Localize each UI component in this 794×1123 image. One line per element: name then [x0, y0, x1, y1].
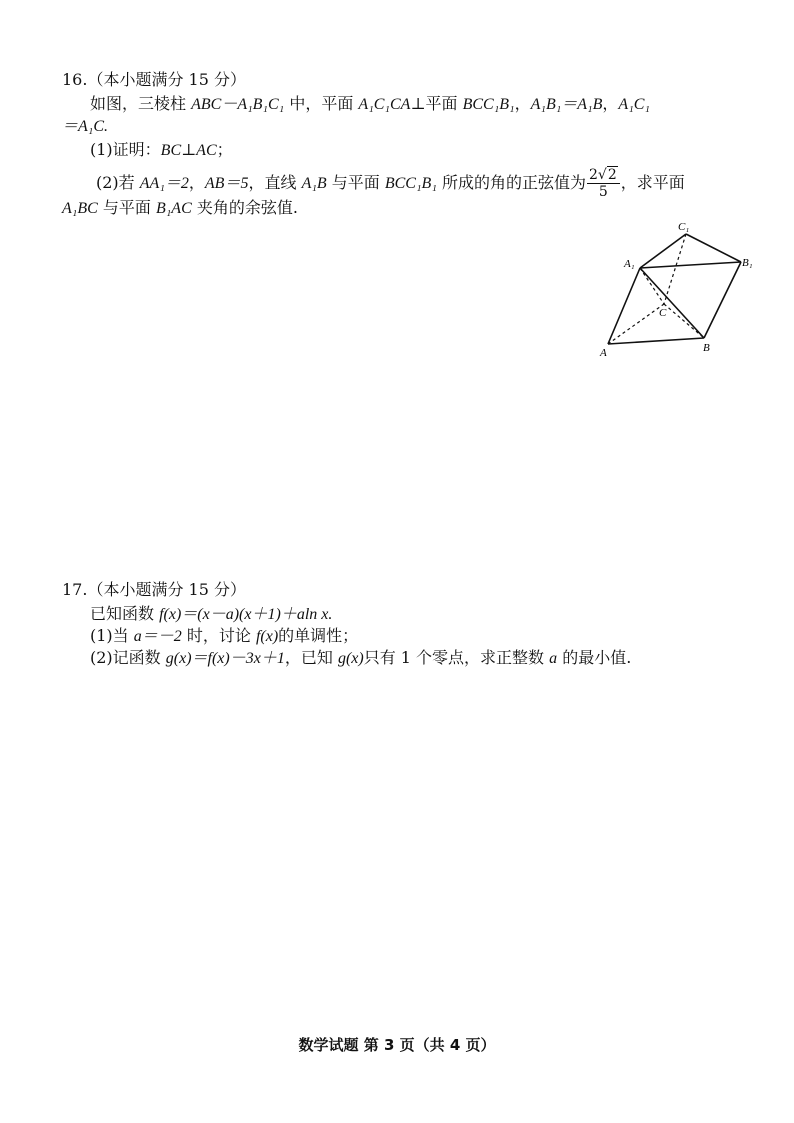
- q16-part2-line2: A₁BC 与平面 B₁AC 夹角的余弦值.: [62, 198, 298, 217]
- prism-diagram: [596, 220, 766, 360]
- label-c: C: [659, 307, 667, 319]
- q17-part2: (2)记函数 g(x)＝f(x)－3x＋1，已知 g(x)只有 1 个零点，求正整数 a 的最小值.: [90, 648, 632, 667]
- edge-c1b1: [686, 234, 741, 262]
- q16-part1: (1)证明：BC⊥AC；: [90, 140, 233, 159]
- edge-c1c-hidden: [664, 234, 686, 304]
- edge-ab: [608, 338, 704, 344]
- q16-part2-line1: (2)若 AA₁＝2，AB＝5，直线 A₁B 与平面 BCC₁B₁ 所成的角的正弦值为 $\frac{2√2}{5}$ ，求平面: [96, 167, 685, 200]
- label-c1: C₁: [678, 221, 690, 233]
- label-b: B: [703, 342, 710, 354]
- q17-part1: (1)当 a＝－2 时，讨论 f(x)的单调性；: [90, 626, 359, 645]
- edge-a1b1: [640, 262, 741, 268]
- label-a1: A₁: [624, 258, 635, 270]
- edge-a1c-hidden: [640, 268, 664, 304]
- label-b1: B₁: [742, 257, 753, 269]
- edge-b1b: [704, 262, 741, 338]
- edge-a1c1: [640, 234, 686, 268]
- q17-stem: 已知函数 f(x)＝(x－a)(x＋1)＋aln x.: [90, 604, 333, 623]
- q16-header: 16.（本小题满分 15 分）: [62, 70, 246, 89]
- q16-stem-line1: 如图，三棱柱 ABC－A₁B₁C₁ 中，平面 A₁C₁CA⊥平面 BCC₁B₁，A₁B₁＝A₁B，A₁C₁: [90, 94, 650, 113]
- q16-stem-line2: ＝A₁C.: [62, 118, 109, 135]
- edge-a1b: [640, 268, 704, 338]
- label-a: A: [600, 347, 607, 359]
- page-footer: 数学试题 第 3 页（共 4 页）: [298, 1036, 496, 1054]
- edge-cb-hidden: [664, 304, 704, 338]
- q17-header: 17.（本小题满分 15 分）: [62, 580, 246, 599]
- sine-fraction: $\frac{2√2}{5}$: [587, 168, 620, 199]
